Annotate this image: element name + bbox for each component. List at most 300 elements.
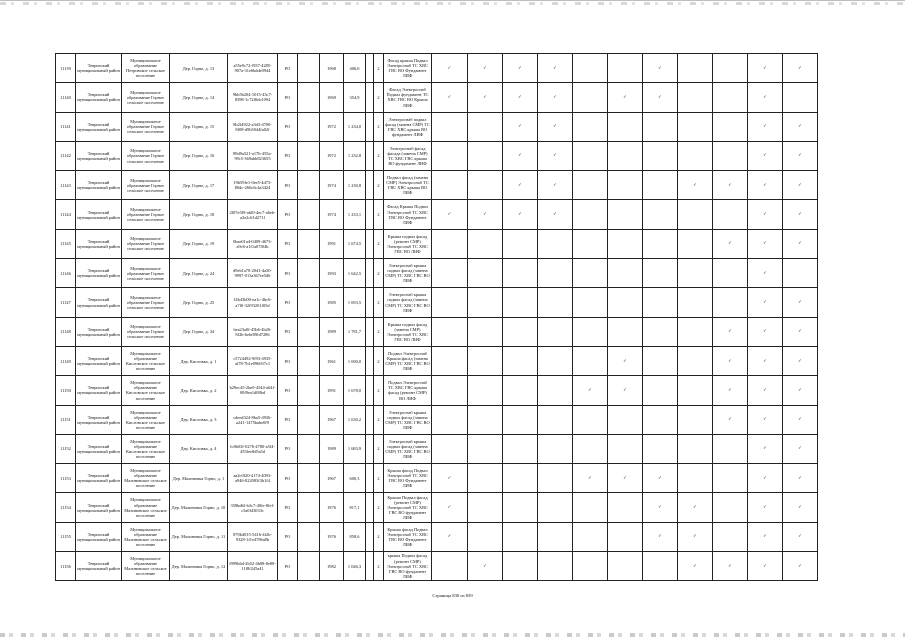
work-column-3 xyxy=(503,493,538,522)
house-address: Дер. Горно, д. 14 xyxy=(170,83,228,112)
owner-name: Муниципальное образование Горное сельское поселение xyxy=(122,317,170,346)
building-type: РО xyxy=(278,434,298,463)
work-column-1 xyxy=(432,141,468,170)
work-column-8 xyxy=(678,522,713,551)
table-row xyxy=(56,522,818,551)
check-mark-icon: ✓ xyxy=(518,212,522,218)
work-column-4 xyxy=(538,112,573,141)
work-column-5 xyxy=(573,493,608,522)
work-column-2 xyxy=(468,405,503,434)
empty-cell xyxy=(298,405,320,434)
build-year: 1974 xyxy=(320,171,344,200)
work-column-10 xyxy=(748,83,783,112)
empty-cell xyxy=(366,493,374,522)
work-column-9 xyxy=(713,171,748,200)
work-column-6 xyxy=(608,229,643,258)
build-year: 1976 xyxy=(320,522,344,551)
check-mark-icon: ✓ xyxy=(658,534,662,540)
empty-cell xyxy=(366,259,374,288)
planned-works: Крыша Подвал фасад (ремонт СМР) Электроснаб ТС ХВС ГВС ВО фундамент ЛИФ xyxy=(384,493,432,522)
work-column-6 xyxy=(608,552,643,581)
check-mark-icon: ✓ xyxy=(447,534,452,540)
work-column-8 xyxy=(678,317,713,346)
work-column-9 xyxy=(713,552,748,581)
work-column-5 xyxy=(573,54,608,83)
work-column-2 xyxy=(468,522,503,551)
table-row xyxy=(56,171,818,200)
house-guid: f999b6d-2b52-4b88-8e88-11f8f245a41 xyxy=(228,552,278,581)
build-year: 1967 xyxy=(320,464,344,493)
work-column-1 xyxy=(432,259,468,288)
work-column-8 xyxy=(678,376,713,405)
table-row xyxy=(56,376,818,405)
work-column-7 xyxy=(643,112,678,141)
work-column-1 xyxy=(432,229,468,258)
building-type: РО xyxy=(278,493,298,522)
row-number: 11156 xyxy=(56,552,76,581)
house-address: Дер. Малиновка Горно, д. 10 xyxy=(170,493,228,522)
house-guid: a55e9c72-f937-4285-907a-31e6bdde0944 xyxy=(228,54,278,83)
work-column-3 xyxy=(503,376,538,405)
house-address: Дер. Горно, д. 13 xyxy=(170,54,228,83)
district-name: Тевризский муниципальный район xyxy=(76,171,122,200)
check-mark-icon: ✓ xyxy=(728,387,732,393)
work-column-6 xyxy=(608,317,643,346)
work-column-1 xyxy=(432,200,468,229)
floors-count: 2 xyxy=(374,464,384,493)
check-mark-icon: ✓ xyxy=(763,446,767,452)
owner-name: Муниципальное образование Горное сельское поселение xyxy=(122,141,170,170)
district-name: Тевризский муниципальный район xyxy=(76,552,122,581)
house-guid: 19b59fe1-0ee5-4d73-80dc-266c6c4a3424 xyxy=(228,171,278,200)
empty-cell xyxy=(366,434,374,463)
work-column-4 xyxy=(538,346,573,375)
work-column-9 xyxy=(713,54,748,83)
check-mark-icon: ✓ xyxy=(553,65,557,71)
work-column-2 xyxy=(468,54,503,83)
work-column-9 xyxy=(713,112,748,141)
house-address: Дер. Кисловка, д. 2 xyxy=(170,376,228,405)
district-name: Тевризский муниципальный район xyxy=(76,200,122,229)
work-column-6 xyxy=(608,141,643,170)
work-column-5 xyxy=(573,376,608,405)
check-mark-icon: ✓ xyxy=(728,417,732,423)
owner-name: Муниципальное образование Малиновское сельское поселение xyxy=(122,522,170,551)
house-guid: 9bb5b204-1015-43c7-8398-1c72f0eb1094 xyxy=(228,83,278,112)
check-mark-icon: ✓ xyxy=(798,212,802,218)
row-number: 11140 xyxy=(56,83,76,112)
building-type: РО xyxy=(278,171,298,200)
row-number: 11144 xyxy=(56,200,76,229)
house-guid: fc8b03f-0276-4780-a5f4-455fee8d5a5d xyxy=(228,434,278,463)
empty-cell xyxy=(366,464,374,493)
check-mark-icon: ✓ xyxy=(763,563,767,569)
empty-cell xyxy=(366,288,374,317)
work-column-3 xyxy=(503,229,538,258)
floors-count: 2 xyxy=(374,141,384,170)
work-column-6 xyxy=(608,83,643,112)
empty-cell xyxy=(366,522,374,551)
house-guid: aa2c0f20-4174-4093-a946-822083f3b1f4 xyxy=(228,464,278,493)
building-type: РО xyxy=(278,376,298,405)
work-column-2 xyxy=(468,112,503,141)
empty-cell xyxy=(298,229,320,258)
check-mark-icon: ✓ xyxy=(728,329,732,335)
work-column-7 xyxy=(643,171,678,200)
work-column-3 xyxy=(503,141,538,170)
table-row xyxy=(56,200,818,229)
planned-works: Электроснаб крыша подвал фасад (замена СМР) ТС ХВС ГВС ВО ЛИФ xyxy=(384,259,432,288)
floors-count: 2 xyxy=(374,493,384,522)
work-column-1 xyxy=(432,171,468,200)
work-column-8 xyxy=(678,288,713,317)
check-mark-icon: ✓ xyxy=(658,94,662,100)
check-mark-icon: ✓ xyxy=(623,358,627,364)
check-mark-icon: ✓ xyxy=(553,182,557,188)
work-column-9 xyxy=(713,259,748,288)
total-area: 1 630,2 xyxy=(344,405,366,434)
empty-cell xyxy=(298,259,320,288)
owner-name: Муниципальное образование Кисловское сельское поселение xyxy=(122,405,170,434)
work-column-2 xyxy=(468,229,503,258)
work-column-4 xyxy=(538,464,573,493)
table-row xyxy=(56,229,818,258)
total-area: 1 230,8 xyxy=(344,171,366,200)
empty-cell xyxy=(366,141,374,170)
work-column-11 xyxy=(783,171,818,200)
work-column-11 xyxy=(783,288,818,317)
work-column-2 xyxy=(468,317,503,346)
build-year: 1976 xyxy=(320,493,344,522)
empty-cell xyxy=(298,464,320,493)
planned-works: Фасад крыша Подвал Электроснаб ТС ХВС ГВС ВО Фундамент ЛИФ xyxy=(384,54,432,83)
work-column-11 xyxy=(783,493,818,522)
work-column-7 xyxy=(643,405,678,434)
owner-name: Муниципальное образование Малиновское сельское поселение xyxy=(122,493,170,522)
floors-count: 2 xyxy=(374,317,384,346)
work-column-2 xyxy=(468,200,503,229)
work-column-5 xyxy=(573,141,608,170)
house-guid: 89d9a521-a17b-455a-99c5-369abb823655 xyxy=(228,141,278,170)
work-column-7 xyxy=(643,376,678,405)
planned-works: Подвал Электроснаб Крыша фасад (замена СМР) ТС ХВС ГВС ВО ЛИФ xyxy=(384,346,432,375)
floors-count: 2 xyxy=(374,522,384,551)
empty-cell xyxy=(366,112,374,141)
check-mark-icon: ✓ xyxy=(763,417,767,423)
house-guid: 870b4015-5416-4f2b-9328-1f1e4786a8b xyxy=(228,522,278,551)
work-column-3 xyxy=(503,317,538,346)
work-column-10 xyxy=(748,522,783,551)
planned-works: Фасад Электроснаб Подвал фундамент ТС ХВС ГВС ВО Крыша ЛИФ xyxy=(384,83,432,112)
empty-cell xyxy=(366,317,374,346)
work-column-2 xyxy=(468,552,503,581)
district-name: Тевризский муниципальный район xyxy=(76,434,122,463)
check-mark-icon: ✓ xyxy=(798,153,802,159)
floors-count: 2 xyxy=(374,346,384,375)
work-column-6 xyxy=(608,493,643,522)
planned-works: Крыша фасад Подвал Электроснаб ТС ХВС ГВС ВО Фундамент ЛИФ xyxy=(384,522,432,551)
work-column-3 xyxy=(503,171,538,200)
table-row xyxy=(56,434,818,463)
work-column-6 xyxy=(608,464,643,493)
check-mark-icon: ✓ xyxy=(728,241,732,247)
house-guid: 0bae01a4-0409-4673-a9c6-a1f1a07f04b xyxy=(228,229,278,258)
check-mark-icon: ✓ xyxy=(798,387,802,393)
work-column-1 xyxy=(432,346,468,375)
work-column-5 xyxy=(573,83,608,112)
check-mark-icon: ✓ xyxy=(798,446,802,452)
check-mark-icon: ✓ xyxy=(763,241,767,247)
check-mark-icon: ✓ xyxy=(447,475,452,481)
work-column-11 xyxy=(783,552,818,581)
work-column-8 xyxy=(678,200,713,229)
check-mark-icon: ✓ xyxy=(798,299,802,305)
building-type: РО xyxy=(278,54,298,83)
build-year: 1991 xyxy=(320,376,344,405)
owner-name: Муниципальное образование Малиновское сельское поселение xyxy=(122,464,170,493)
check-mark-icon: ✓ xyxy=(798,329,802,335)
total-area: 817,1 xyxy=(344,493,366,522)
empty-cell xyxy=(366,83,374,112)
work-column-3 xyxy=(503,405,538,434)
owner-name: Муниципальное образование Кисловское сельское поселение xyxy=(122,376,170,405)
work-column-11 xyxy=(783,112,818,141)
work-column-9 xyxy=(713,522,748,551)
work-column-3 xyxy=(503,464,538,493)
empty-cell xyxy=(366,376,374,405)
work-column-3 xyxy=(503,259,538,288)
work-column-4 xyxy=(538,376,573,405)
table-row xyxy=(56,288,818,317)
work-column-6 xyxy=(608,288,643,317)
check-mark-icon: ✓ xyxy=(483,563,487,569)
row-number: 11152 xyxy=(56,434,76,463)
check-mark-icon: ✓ xyxy=(798,534,802,540)
work-column-4 xyxy=(538,229,573,258)
floors-count: 2 xyxy=(374,229,384,258)
district-name: Тевризский муниципальный район xyxy=(76,54,122,83)
check-mark-icon: ✓ xyxy=(623,94,627,100)
house-address: Дер. Малиновка Горно, д. 12 xyxy=(170,552,228,581)
work-column-7 xyxy=(643,552,678,581)
table-row xyxy=(56,493,818,522)
empty-cell xyxy=(298,552,320,581)
building-type: РО xyxy=(278,346,298,375)
work-column-4 xyxy=(538,493,573,522)
work-column-6 xyxy=(608,434,643,463)
house-address: Дер. Горно, д. 24 xyxy=(170,259,228,288)
building-type: РО xyxy=(278,229,298,258)
work-column-9 xyxy=(713,464,748,493)
owner-name: Муниципальное образование Петровское сельское поселение xyxy=(122,54,170,83)
check-mark-icon: ✓ xyxy=(798,563,802,569)
row-number: 11139 xyxy=(56,54,76,83)
check-mark-icon: ✓ xyxy=(763,212,767,218)
work-column-6 xyxy=(608,259,643,288)
check-mark-icon: ✓ xyxy=(798,241,802,247)
work-column-7 xyxy=(643,288,678,317)
work-column-8 xyxy=(678,112,713,141)
work-column-11 xyxy=(783,317,818,346)
work-column-10 xyxy=(748,54,783,83)
empty-cell xyxy=(366,171,374,200)
row-number: 11148 xyxy=(56,317,76,346)
work-column-3 xyxy=(503,83,538,112)
empty-cell xyxy=(366,229,374,258)
work-column-8 xyxy=(678,259,713,288)
check-mark-icon: ✓ xyxy=(693,563,697,569)
work-column-9 xyxy=(713,200,748,229)
work-column-10 xyxy=(748,405,783,434)
total-area: 1 232,8 xyxy=(344,141,366,170)
work-column-9 xyxy=(713,493,748,522)
work-column-10 xyxy=(748,200,783,229)
row-number: 11143 xyxy=(56,171,76,200)
work-column-4 xyxy=(538,522,573,551)
check-mark-icon: ✓ xyxy=(518,124,522,130)
district-name: Тевризский муниципальный район xyxy=(76,405,122,434)
work-column-4 xyxy=(538,288,573,317)
work-column-9 xyxy=(713,288,748,317)
check-mark-icon: ✓ xyxy=(447,505,452,511)
work-column-4 xyxy=(538,83,573,112)
check-mark-icon: ✓ xyxy=(798,475,802,481)
housing-register-table xyxy=(55,53,818,581)
floors-count: 2 xyxy=(374,171,384,200)
check-mark-icon: ✓ xyxy=(518,94,522,100)
build-year: 1969 xyxy=(320,83,344,112)
house-address: Дер. Горно, д. 18 xyxy=(170,200,228,229)
building-type: РО xyxy=(278,317,298,346)
work-column-5 xyxy=(573,346,608,375)
empty-cell xyxy=(298,54,320,83)
work-column-4 xyxy=(538,405,573,434)
work-column-11 xyxy=(783,229,818,258)
row-number: 11146 xyxy=(56,259,76,288)
house-address: Дер. Горно, д. 19 xyxy=(170,229,228,258)
floors-count: 2 xyxy=(374,376,384,405)
build-year: 1982 xyxy=(320,552,344,581)
district-name: Тевризский муниципальный район xyxy=(76,229,122,258)
house-guid: 358bd6f-b3c7-40fe-8fef-c5a0f43033c xyxy=(228,493,278,522)
work-column-7 xyxy=(643,522,678,551)
check-mark-icon: ✓ xyxy=(553,153,557,159)
floors-count: 2 xyxy=(374,200,384,229)
build-year: 1985 xyxy=(320,288,344,317)
work-column-11 xyxy=(783,464,818,493)
work-column-8 xyxy=(678,464,713,493)
empty-cell xyxy=(298,83,320,112)
floors-count: 2 xyxy=(374,434,384,463)
planned-works: Электроснаб крыша подвал фасад (замена СМР) ТС ХВС ГВС ВО ЛИФ xyxy=(384,288,432,317)
check-mark-icon: ✓ xyxy=(763,505,767,511)
empty-cell xyxy=(298,200,320,229)
work-column-2 xyxy=(468,464,503,493)
work-column-4 xyxy=(538,317,573,346)
build-year: 1972 xyxy=(320,112,344,141)
check-mark-icon: ✓ xyxy=(763,299,767,305)
work-column-5 xyxy=(573,171,608,200)
work-column-3 xyxy=(503,552,538,581)
table-row xyxy=(56,405,818,434)
district-name: Тевризский муниципальный район xyxy=(76,464,122,493)
empty-cell xyxy=(366,200,374,229)
table-row xyxy=(56,259,818,288)
check-mark-icon: ✓ xyxy=(518,153,522,159)
table-row xyxy=(56,54,818,83)
work-column-6 xyxy=(608,54,643,83)
work-column-7 xyxy=(643,346,678,375)
work-column-3 xyxy=(503,54,538,83)
work-column-9 xyxy=(713,346,748,375)
check-mark-icon: ✓ xyxy=(798,505,802,511)
check-mark-icon: ✓ xyxy=(763,153,767,159)
building-type: РО xyxy=(278,288,298,317)
work-column-5 xyxy=(573,112,608,141)
work-column-3 xyxy=(503,346,538,375)
owner-name: Муниципальное образование Кисловское сельское поселение xyxy=(122,434,170,463)
check-mark-icon: ✓ xyxy=(763,270,767,276)
check-mark-icon: ✓ xyxy=(728,358,732,364)
total-area: 1 642,5 xyxy=(344,259,366,288)
floors-count: 2 xyxy=(374,288,384,317)
work-column-7 xyxy=(643,434,678,463)
building-type: РО xyxy=(278,552,298,581)
total-area: 600,3 xyxy=(344,464,366,493)
house-address: Дер. Горно, д. 34 xyxy=(170,317,228,346)
work-column-8 xyxy=(678,405,713,434)
work-column-2 xyxy=(468,376,503,405)
work-column-3 xyxy=(503,434,538,463)
check-mark-icon: ✓ xyxy=(763,475,767,481)
work-column-4 xyxy=(538,552,573,581)
house-address: Дер. Малиновка Горно, д. 1 xyxy=(170,464,228,493)
work-column-1 xyxy=(432,522,468,551)
work-column-10 xyxy=(748,259,783,288)
check-mark-icon: ✓ xyxy=(798,358,802,364)
work-column-7 xyxy=(643,229,678,258)
build-year: 1974 xyxy=(320,200,344,229)
planned-works: Электроснаб фасад фасада (замена СМР) ТС ХВС ГВС крыша ВО фундамент ЛИФ xyxy=(384,141,432,170)
house-address: Дер. Горно, д. 15 xyxy=(170,112,228,141)
owner-name: Муниципальное образование Горное сельское поселение xyxy=(122,229,170,258)
row-number: 11149 xyxy=(56,346,76,375)
work-column-4 xyxy=(538,434,573,463)
work-column-10 xyxy=(748,317,783,346)
check-mark-icon: ✓ xyxy=(728,182,732,188)
work-column-2 xyxy=(468,346,503,375)
work-column-10 xyxy=(748,229,783,258)
empty-cell xyxy=(298,522,320,551)
building-type: РО xyxy=(278,200,298,229)
row-number: 11151 xyxy=(56,405,76,434)
row-number: 11147 xyxy=(56,288,76,317)
build-year: 1967 xyxy=(320,405,344,434)
empty-cell xyxy=(298,112,320,141)
work-column-1 xyxy=(432,288,468,317)
work-column-1 xyxy=(432,464,468,493)
work-column-1 xyxy=(432,317,468,346)
work-column-5 xyxy=(573,464,608,493)
row-number: 11145 xyxy=(56,229,76,258)
work-column-6 xyxy=(608,171,643,200)
build-year: 1993 xyxy=(320,259,344,288)
work-column-5 xyxy=(573,434,608,463)
empty-cell xyxy=(298,141,320,170)
check-mark-icon: ✓ xyxy=(658,505,662,511)
total-area: 1 781,7 xyxy=(344,317,366,346)
check-mark-icon: ✓ xyxy=(763,65,767,71)
